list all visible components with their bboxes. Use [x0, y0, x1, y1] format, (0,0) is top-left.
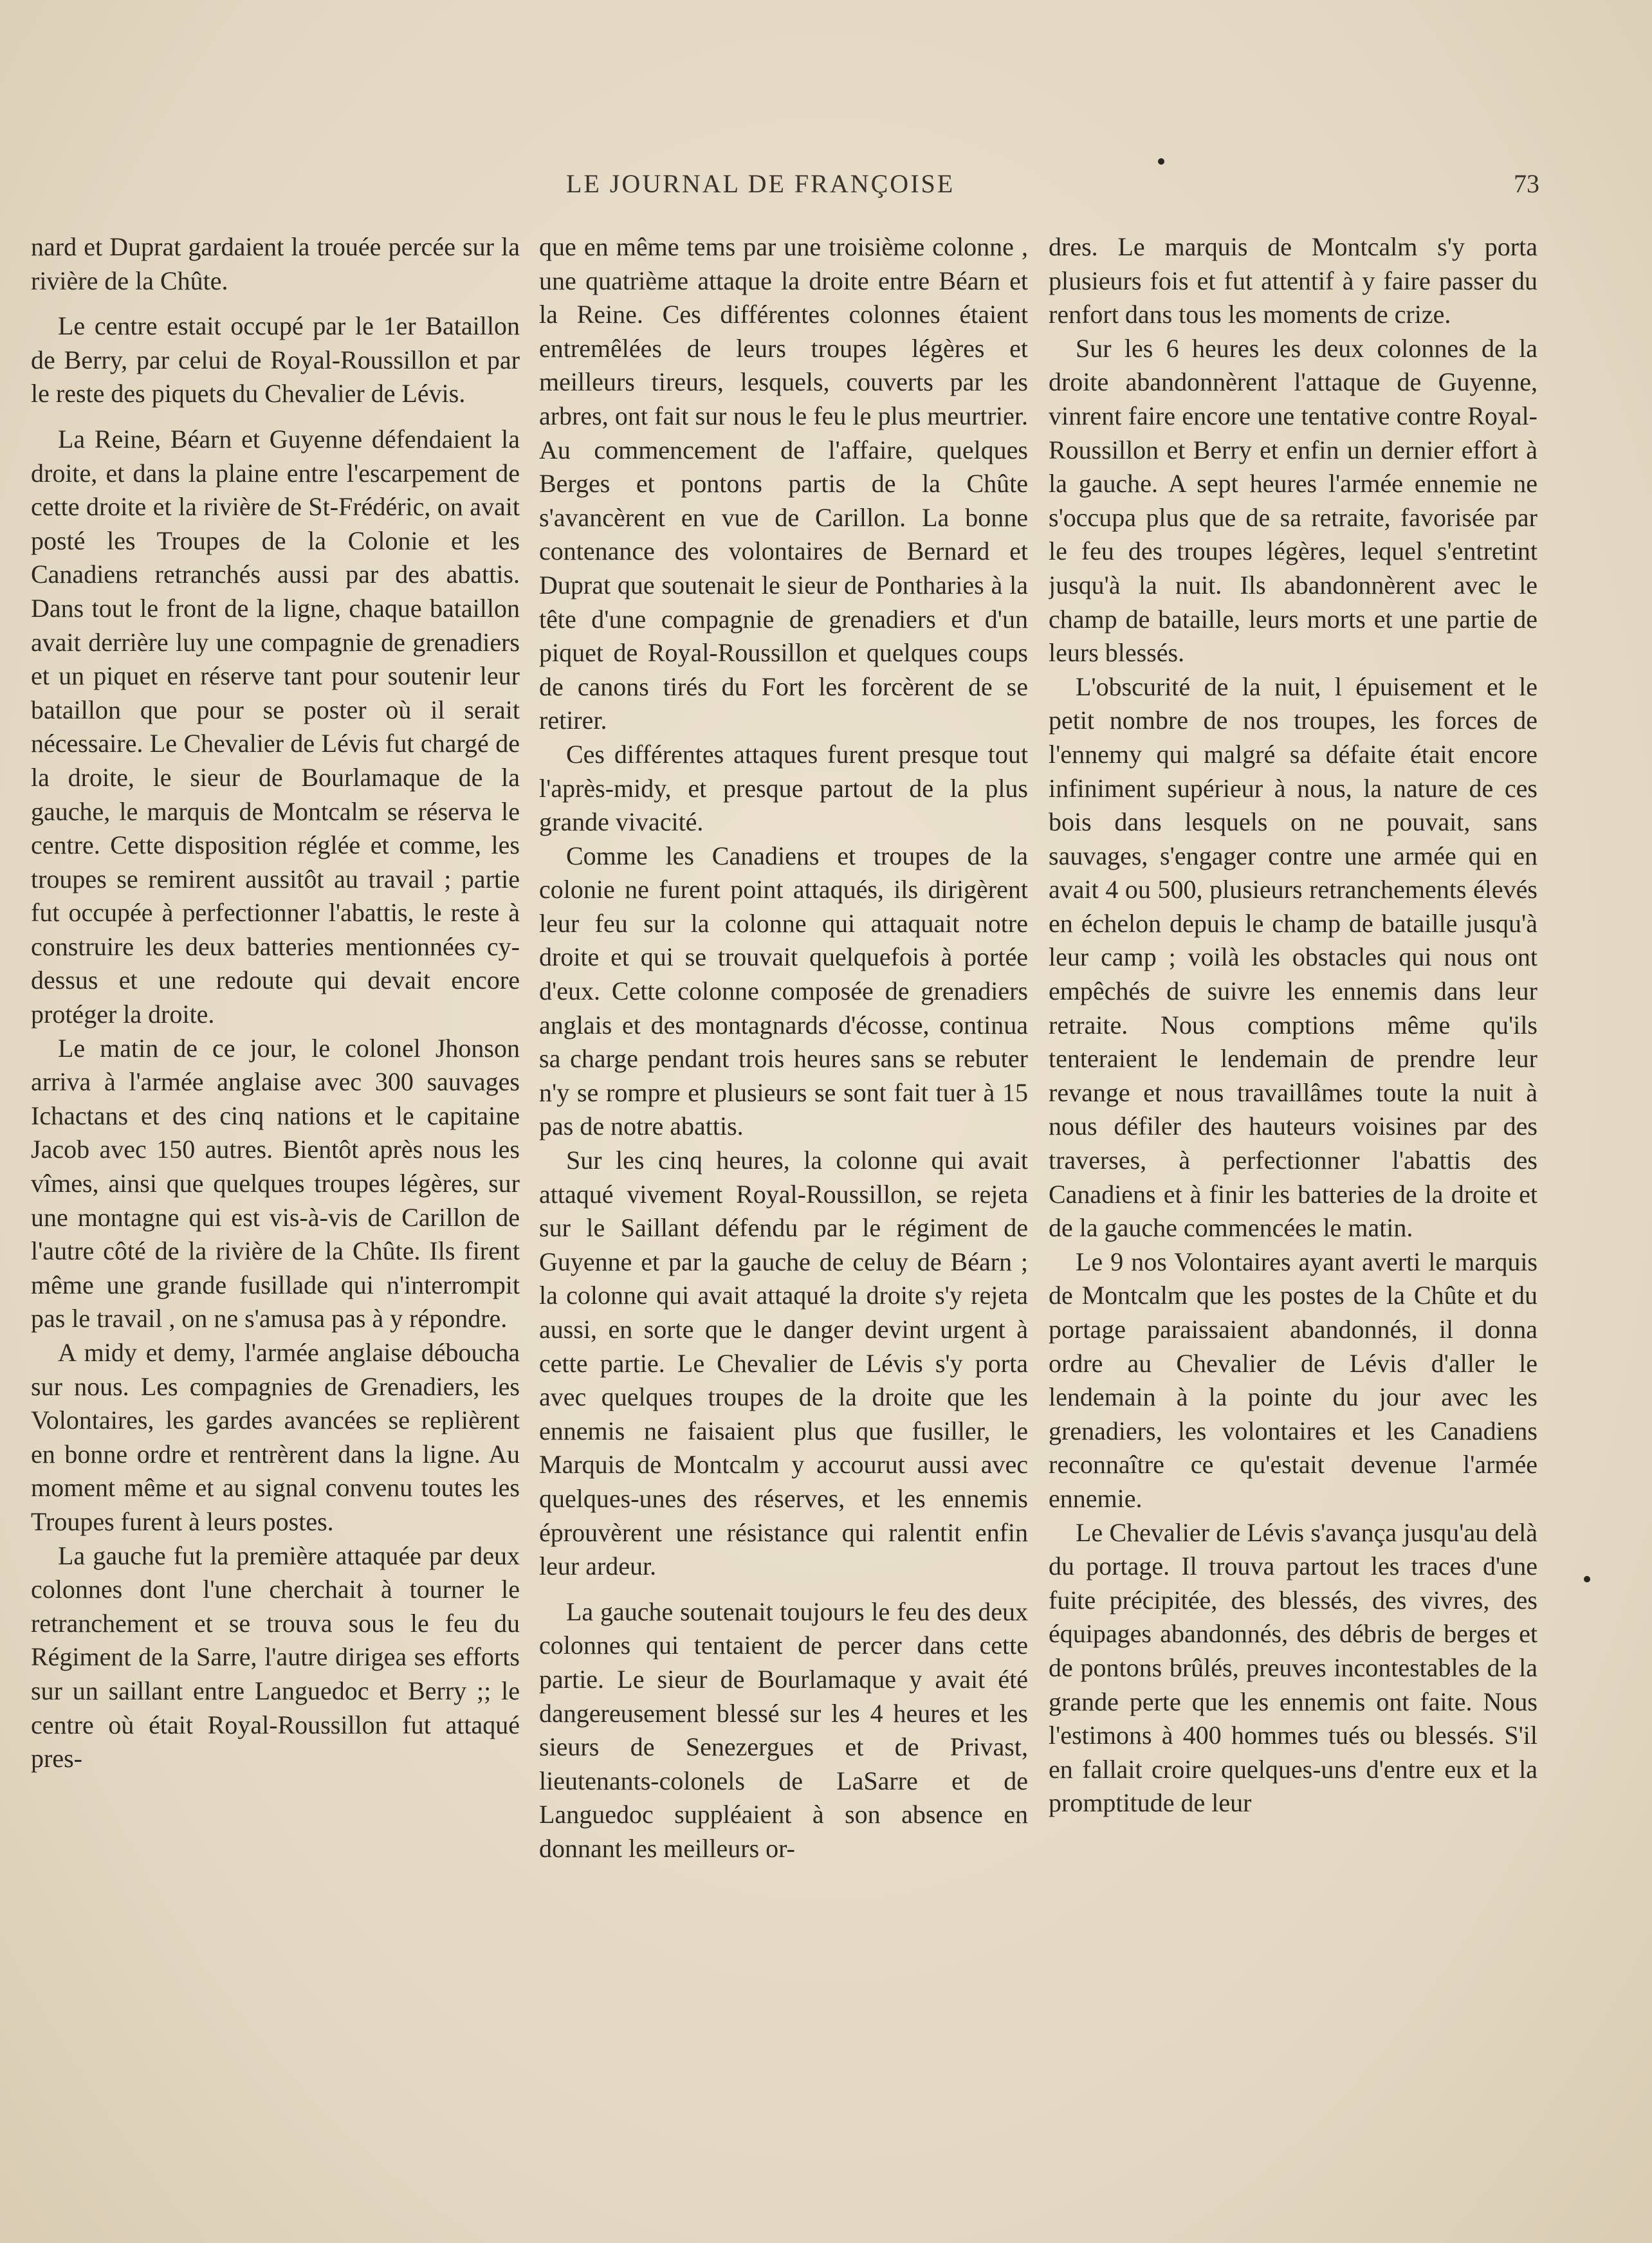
text-column-3 — [1049, 230, 1537, 2166]
paragraph: La gauche fut la première attaquée par deux colonnes dont l'une cherchait à tourner le retranchement et se trouva sous le feu du Régiment de la Sarre, l'autre dirigea ses efforts sur un saillant entre Languedoc et Berry ;; le centre où était Royal-Roussillon fut attaqué pres- — [31, 1541, 520, 1773]
paragraph: Sur les cinq heures, la colonne qui avait attaqué vivement Royal-Roussillon, se rejeta sur le Saillant défendu par le régiment de Guyenne et par la gauche de celuy de Béarn ; la colonne qui avait attaqué la droite s'y rejeta aussi, en sorte que le danger devint urgent à cette partie. Le Chevalier de Lévis s'y porta avec quelques troupes de la droite que les ennemis ne faisaient plus que fusiller, le Marquis de Montcalm y accourut aussi avec quelques-unes des réserves, et les ennemis éprouvèrent une résistance qui ralentit enfin leur ardeur. — [539, 1146, 1028, 1581]
paragraph: Le matin de ce jour, le colonel Jhonson arriva à l'armée anglaise avec 300 sauvages Ichactans et des cinq nations et le capitaine Jacob avec 150 autres. Bientôt après nous les vîmes, ainsi que quelques troupes légères, sur une montagne qui est vis-à-vis de Carillon de l'autre côté de la rivière de la Chûte. Ils firent même une grande fusillade qui n'interrompit pas le travail , on ne s'amusa pas à y répondre. — [31, 1033, 520, 1333]
text-column-2 — [539, 230, 1028, 2166]
text-column-1 — [31, 230, 520, 2166]
paragraph: L'obscurité de la nuit, l épuisement et le petit nombre de nos troupes, les forces de l'ennemy qui malgré sa défaite était encore infiniment supérieur à nous, la nature de ces bois dans lesquels on ne pouvait, sans sauvages, s'engager contre une armée qui en avait 4 ou 500, plusieurs retranchements élevés en échelon depuis le champ de bataille jusqu'à leur camp ; voilà les obstacles qui nous ont empêchés de suivre les ennemis dans leur retraite. Nous comptions même qu'ils tenteraient le lendemain de prendre leur revange et nous travaillâmes toute la nuit à nous défiler des hauteurs voisines par des traverses, à perfectionner l'abattis des Canadiens et à finir les batteries de la droite et de la gauche commencées le matin. — [1049, 672, 1537, 1243]
page-number: 73 — [1514, 169, 1539, 198]
paragraph: Comme les Canadiens et troupes de la colonie ne furent point attaqués, ils dirigèrent leur feu sur la colonne qui attaquait notre droite et qui se trouvait quelquefois à portée d'eux. Cette colonne composée de grenadiers anglais et des montagnards d'écosse, continua sa charge pendant trois heures sans se rebuter n'y se rompre et plusieurs se sont fait tuer à 15 pas de notre abattis. — [539, 841, 1028, 1141]
paragraph: Le Chevalier de Lévis s'avança jusqu'au delà du portage. Il trouva partout les traces d'une fuite précipitée, des blessés, des vivres, des équipages abandonnés, des débris de berges et de pontons brûlés, preuves incontestables de la grande perte que les ennemis ont faite. Nous l'estimons à 400 hommes tués ou blessés. S'il en fallait croire quelques-uns d'entre eux et la promptitude de leur — [1049, 1517, 1537, 1818]
ink-speck — [1584, 1576, 1590, 1582]
paragraph: nard et Duprat gardaient la trouée percée sur la rivière de la Chûte. — [31, 232, 520, 295]
paragraph: Le 9 nos Volontaires ayant averti le marquis de Montcalm que les postes de la Chûte et du portage paraissaient abandonnés, il donna ordre au Chevalier de Lévis d'aller le lendemain à la pointe du jour avec les grenadiers, les volontaires et les Canadiens reconnaître ce qu'estait devenue l'armée ennemie. — [1049, 1247, 1537, 1513]
paragraph: La gauche soutenait toujours le feu des deux colonnes qui tentaient de percer dans cette partie. Le sieur de Bourlamaque y avait été dangereusement blessé sur les 4 heures et les sieurs de Senezergues et de Privast, lieutenants-colonels de LaSarre et de Languedoc suppléaient à son absence en donnant les meilleurs or- — [539, 1597, 1028, 1863]
paragraph: A midy et demy, l'armée anglaise déboucha sur nous. Les compagnies de Grenadiers, les Volontaires, les gardes avancées se replièrent en bonne ordre et rentrèrent dans la ligne. Au moment même et au signal convenu toutes les Troupes furent à leurs postes. — [31, 1338, 520, 1536]
paragraph: dres. Le marquis de Montcalm s'y porta plusieurs fois et fut attentif à y faire passer du renfort dans tous les moments de crize. — [1049, 232, 1537, 329]
paragraph: La Reine, Béarn et Guyenne défendaient la droite, et dans la plaine entre l'escarpement de cette droite et la rivière de St-Frédéric, on avait posté les Troupes de la Colonie et les Canadiens retranchés aussi par des abattis. Dans tout le front de la ligne, chaque bataillon avait derrière luy une compagnie de grenadiers et un piquet en réserve tant pour soutenir leur bataillon que pour se poster où il serait nécessaire. Le Chevalier de Lévis fut chargé de la droite, le sieur de Bourlamaque de la gauche, le marquis de Montcalm se réserva le centre. Cette disposition réglée et comme, les troupes se remirent aussitôt au travail ; partie fut occupée à perfectionner l'abattis, le reste à construire les deux batteries mentionnées cy-dessus et une redoute qui devait encore protéger la droite. — [31, 424, 520, 1029]
paragraph: que en même tems par une troisième colonne , une quatrième attaque la droite entre Béarn et la Reine. Ces différentes colonnes étaient entremêlées de leurs troupes légères et meilleurs tireurs, lesquels, couverts par les arbres, ont fait sur nous le feu le plus meurtrier. Au commencement de l'affaire, quelques Berges et pontons partis de la Chûte s'avancèrent en vue de Carillon. La bonne contenance des volontaires de Bernard et Duprat que soutenait le sieur de Pontharies à la tête d'une compagnie de grenadiers et d'un piquet de Royal-Roussillon et quelques coups de canons tirés du Fort les forcèrent de se retirer. — [539, 232, 1028, 735]
paragraph: Le centre estait occupé par le 1er Bataillon de Berry, par celui de Royal-Roussillon et par le reste des piquets du Chevalier de Lévis. — [31, 311, 520, 408]
running-title: LE JOURNAL DE FRANÇOISE — [566, 169, 955, 198]
paragraph: Ces différentes attaques furent presque tout l'après-midy, et presque partout de la plus grande vivacité. — [539, 739, 1028, 837]
paragraph: Sur les 6 heures les deux colonnes de la droite abandonnèrent l'attaque de Guyenne, vinrent faire encore une tentative contre Royal-Roussillon et Berry et enfin un dernier effort à la gauche. A sept heures l'armée ennemie ne s'occupa plus que de sa retraite, favorisée par le feu des troupes légères, lequel s'entretint jusqu'à la nuit. Ils abandonnèrent avec le champ de bataille, leurs morts et une partie de leurs blessés. — [1049, 333, 1537, 668]
ink-speck — [1158, 158, 1164, 165]
